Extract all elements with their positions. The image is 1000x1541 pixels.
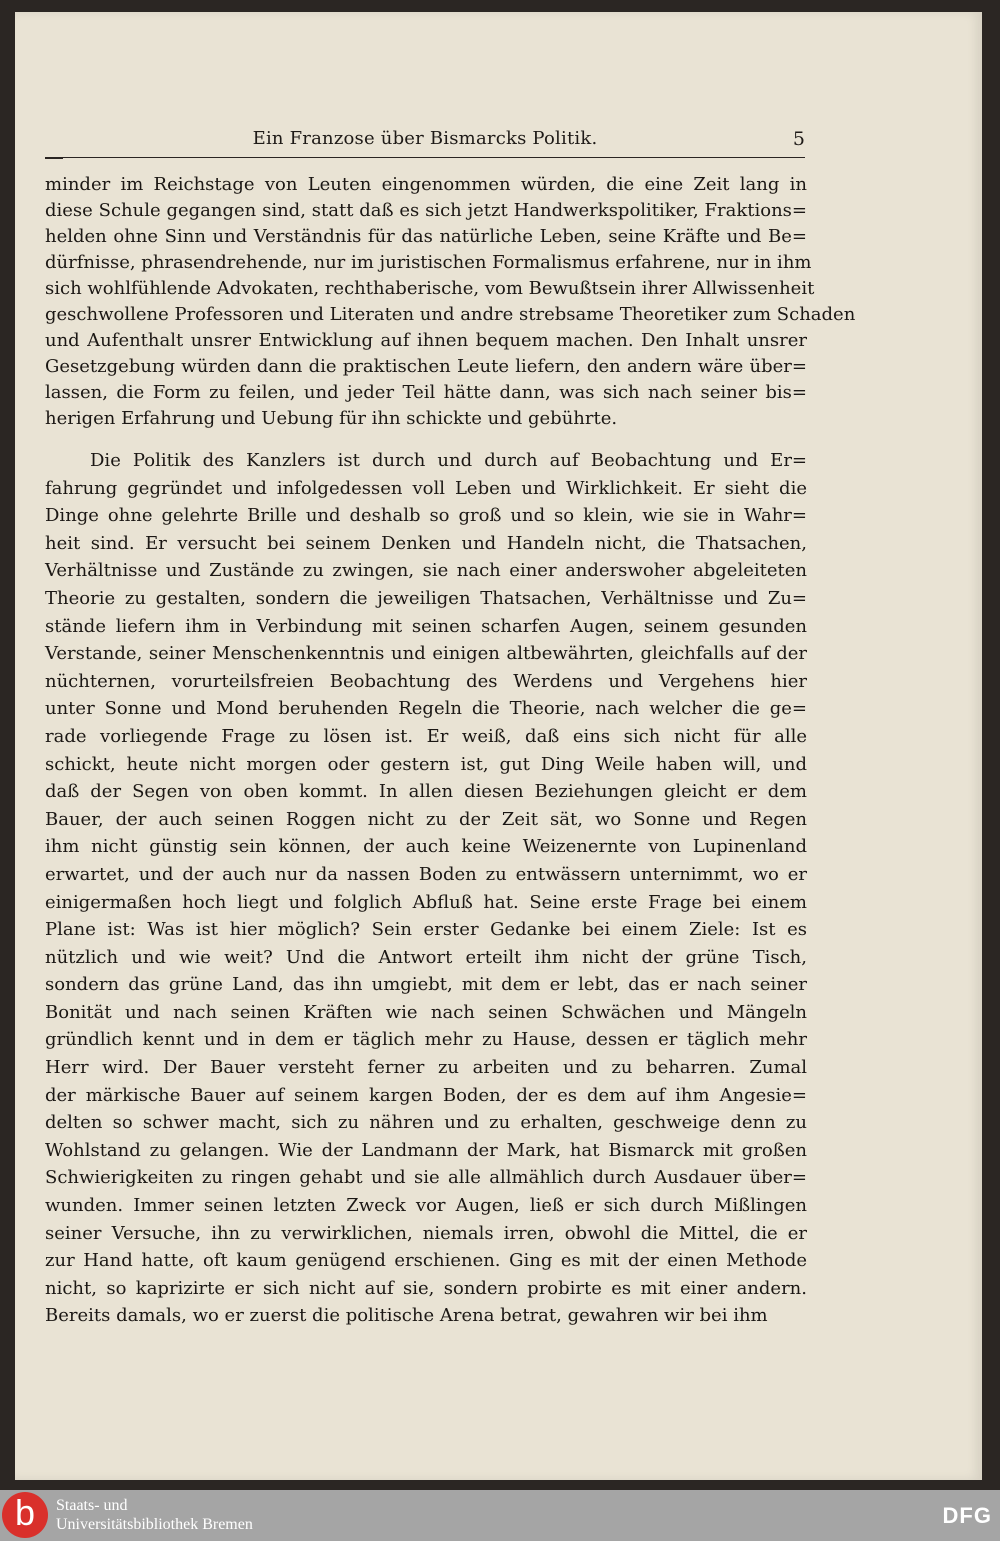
text-line: sich wohlfühlende Advokaten, rechthaberische, vom Bewußtsein ihrer Allwissenheit (45, 278, 815, 299)
header-rule (45, 157, 805, 158)
text-line: Plane ist: Was ist hier möglich? Sein erster Gedanke bei einem Ziele: Ist es (45, 919, 807, 941)
text-line: stände liefern ihm in Verbindung mit seinen scharfen Augen, seinem gesunden (45, 615, 807, 637)
text-line: Bauer, der auch seinen Roggen nicht zu der Zeit sät, wo Sonne und Regen (45, 808, 807, 830)
text-line: zur Hand hatte, oft kaum genügend erschienen. Ging es mit der einen Methode (45, 1250, 807, 1272)
library-logo-icon: b (2, 1492, 48, 1538)
text-line: Bereits damals, wo er zuerst die politische Arena betrat, gewahren wir bei ihm (45, 1305, 768, 1327)
text-line: einigermaßen hoch liegt und folglich Abfluß hat. Seine erste Frage bei einem (45, 891, 807, 913)
text-line: seiner Versuche, ihn zu verwirklichen, niemals irren, obwohl die Mittel, die er (45, 1222, 807, 1244)
text-line: Theorie zu gestalten, sondern die jeweiligen Thatsachen, Verhältnisse und Zu= (45, 587, 807, 609)
text-line: Wohlstand zu gelangen. Wie der Landmann der Mark, hat Bismarck mit großen (45, 1139, 807, 1161)
text-line: fahrung gegründet und infolgedessen voll Leben und Wirklichkeit. Er sieht die (45, 477, 807, 499)
text-line: dürfnisse, phrasendrehende, nur im juristischen Formalismus erfahrene, nur in ihm (45, 252, 812, 273)
text-line: minder im Reichstage von Leuten eingenommen würden, die eine Zeit lang in (45, 174, 807, 195)
text-line: wunden. Immer seinen letzten Zweck vor Augen, ließ er sich durch Mißlingen (45, 1195, 807, 1217)
text-line: Gesetzgebung würden dann die praktischen Leute liefern, den andern wäre über= (45, 356, 807, 377)
text-line: erwartet, und der auch nur da nassen Boden zu entwässern unternimmt, wo er (45, 863, 807, 885)
header-rule-mark (45, 157, 63, 159)
text-line: der märkische Bauer auf seinem kargen Boden, der es dem auf ihm Angesie= (45, 1084, 807, 1106)
text-line: Verstande, seiner Menschenkenntnis und einigen altbewährten, gleichfalls auf der (45, 643, 807, 665)
body-text (45, 172, 856, 1330)
text-line: helden ohne Sinn und Verständnis für das natürliche Leben, seine Kräfte und Be= (45, 226, 807, 247)
text-line: herigen Erfahrung und Uebung für ihn schickte und gebührte. (45, 408, 618, 429)
paragraph-2 (45, 447, 807, 1330)
text-line: sondern das grüne Land, das ihn umgiebt, mit dem er lebt, das er nach seiner (45, 974, 807, 996)
text-line: Bonität und nach seinen Kräften wie nach seinen Schwächen und Mängeln (45, 1001, 807, 1023)
running-head (45, 128, 805, 152)
text-line: unter Sonne und Mond beruhenden Regeln die Theorie, nach welcher die ge= (45, 698, 807, 720)
text-line: und Aufenthalt unsrer Entwicklung auf ihnen bequem machen. Den Inhalt unsrer (45, 330, 807, 351)
text-line: schickt, heute nicht morgen oder gestern ist, gut Ding Weile haben will, und (45, 753, 807, 775)
text-line: daß der Segen von oben kommt. In allen diesen Beziehungen gleicht er dem (45, 781, 807, 803)
text-line: gründlich kennt und in dem er täglich mehr zu Hause, dessen er täglich mehr (45, 1029, 807, 1051)
text-line: Schwierigkeiten zu ringen gehabt und sie alle allmählich durch Ausdauer über= (45, 1167, 807, 1189)
text-line: heit sind. Er versucht bei seinem Denken und Handeln nicht, die Thatsachen, (45, 532, 807, 554)
text-line: delten so schwer macht, sich zu nähren und zu erhalten, geschweige denn zu (45, 1112, 807, 1134)
text-line: Verhältnisse und Zustände zu zwingen, sie nach einer anderswoher abgeleiteten (45, 560, 807, 582)
text-line: Dinge ohne gelehrte Brille und deshalb so groß und so klein, wie sie in Wahr= (45, 505, 807, 527)
text-line: geschwollene Professoren und Literaten und andre strebsame Theoretiker zum Schaden (45, 304, 856, 325)
text-line: lassen, die Form zu feilen, und jeder Teil hätte dann, was sich nach seiner bis= (45, 382, 807, 403)
page-number: 5 (792, 128, 805, 150)
text-line: ihm nicht günstig sein können, der auch keine Weizenernte von Lupinenland (45, 836, 807, 858)
text-line: nüchternen, vorurteilsfreien Beobachtung des Werdens und Vergehens hier (45, 670, 807, 692)
text-line: Die Politik des Kanzlers ist durch und durch auf Beobachtung und Er= (90, 450, 807, 471)
paragraph-1 (45, 172, 856, 432)
library-name (56, 1496, 253, 1534)
library-footer (0, 1490, 1000, 1541)
text-line: diese Schule gegangen sind, statt daß es sich jetzt Handwerkspolitiker, Fraktions= (45, 200, 807, 221)
dfg-logo: DFG (942, 1503, 992, 1528)
running-title: Ein Franzose über Bismarcks Politik. (252, 128, 598, 149)
text-line: rade vorliegende Frage zu lösen ist. Er weiß, daß eins sich nicht für alle (45, 725, 807, 747)
text-line: nützlich und wie weit? Und die Antwort erteilt ihm nicht der grüne Tisch, (45, 946, 807, 968)
text-line: nicht, so kaprizirte er sich nicht auf sie, sondern probirte es mit einer andern. (45, 1277, 807, 1299)
library-name-line2: Universitätsbibliothek Bremen (56, 1516, 253, 1533)
text-line: Herr wird. Der Bauer versteht ferner zu arbeiten und zu beharren. Zumal (45, 1057, 807, 1079)
library-name-line1: Staats- und (56, 1497, 128, 1514)
